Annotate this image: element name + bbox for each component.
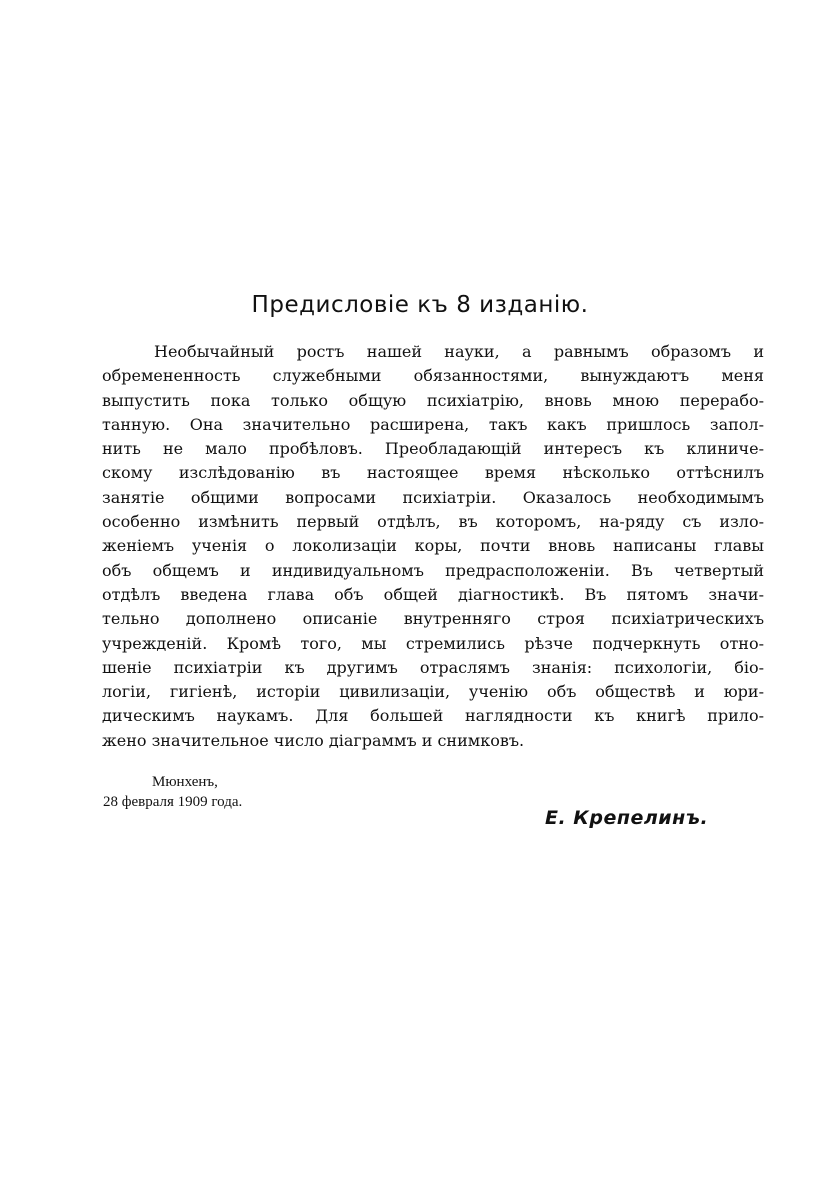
- date-line: 28 февраля 1909 года.: [103, 794, 243, 810]
- body-line: дическимъ наукамъ. Для большей наглядности къ книгѣ прило-: [102, 706, 764, 726]
- body-line: занятіе общими вопросами психіатріи. Оказалось необходимымъ: [102, 487, 764, 507]
- body-line: объ общемъ и индивидуальномъ предрасположеніи. Въ четвертый: [102, 560, 764, 580]
- body-line: учрежденій. Кромѣ того, мы стремились рѣзче подчеркнуть отно-: [102, 633, 764, 653]
- place-line: Мюнхенъ,: [152, 774, 218, 790]
- body-line: жено значительное число діаграммъ и снимковъ.: [102, 730, 525, 750]
- body-line: скому изслѣдованію въ настоящее время нѣсколько оттѣснилъ: [102, 463, 764, 483]
- body-line: особенно измѣнить первый отдѣлъ, въ которомъ, на-ряду съ изло-: [102, 512, 764, 532]
- preface-title: Предисловіе къ 8 изданію.: [251, 292, 589, 318]
- body-line: тельно дополнено описаніе внутренняго строя психіатрическихъ: [102, 609, 764, 629]
- body-line: логіи, гигіенѣ, исторіи цивилизаціи, ученію объ обществѣ и юри-: [102, 682, 764, 702]
- body-line: отдѣлъ введена глава объ общей діагностикѣ. Въ пятомъ значи-: [102, 584, 764, 604]
- body-line: танную. Она значительно расширена, такъ какъ пришлось запол-: [102, 414, 764, 434]
- body-line: шеніе психіатріи къ другимъ отраслямъ знанія: психологіи, біо-: [102, 657, 764, 677]
- author-signature: Е. Крепелинъ.: [545, 807, 709, 829]
- body-line: женіемъ ученія о локолизаціи коры, почти вновь написаны главы: [102, 536, 764, 556]
- body-line: нить не мало пробѣловъ. Преобладающій интересъ къ клиниче-: [102, 439, 764, 459]
- preface-body: [102, 340, 764, 753]
- body-line: Необычайный ростъ нашей науки, а равнымъ образомъ и: [154, 342, 764, 361]
- body-line: выпустить пока только общую психіатрію, вновь мною перерабо-: [102, 390, 764, 410]
- body-line: обремененность служебными обязанностями, вынуждаютъ меня: [102, 366, 764, 386]
